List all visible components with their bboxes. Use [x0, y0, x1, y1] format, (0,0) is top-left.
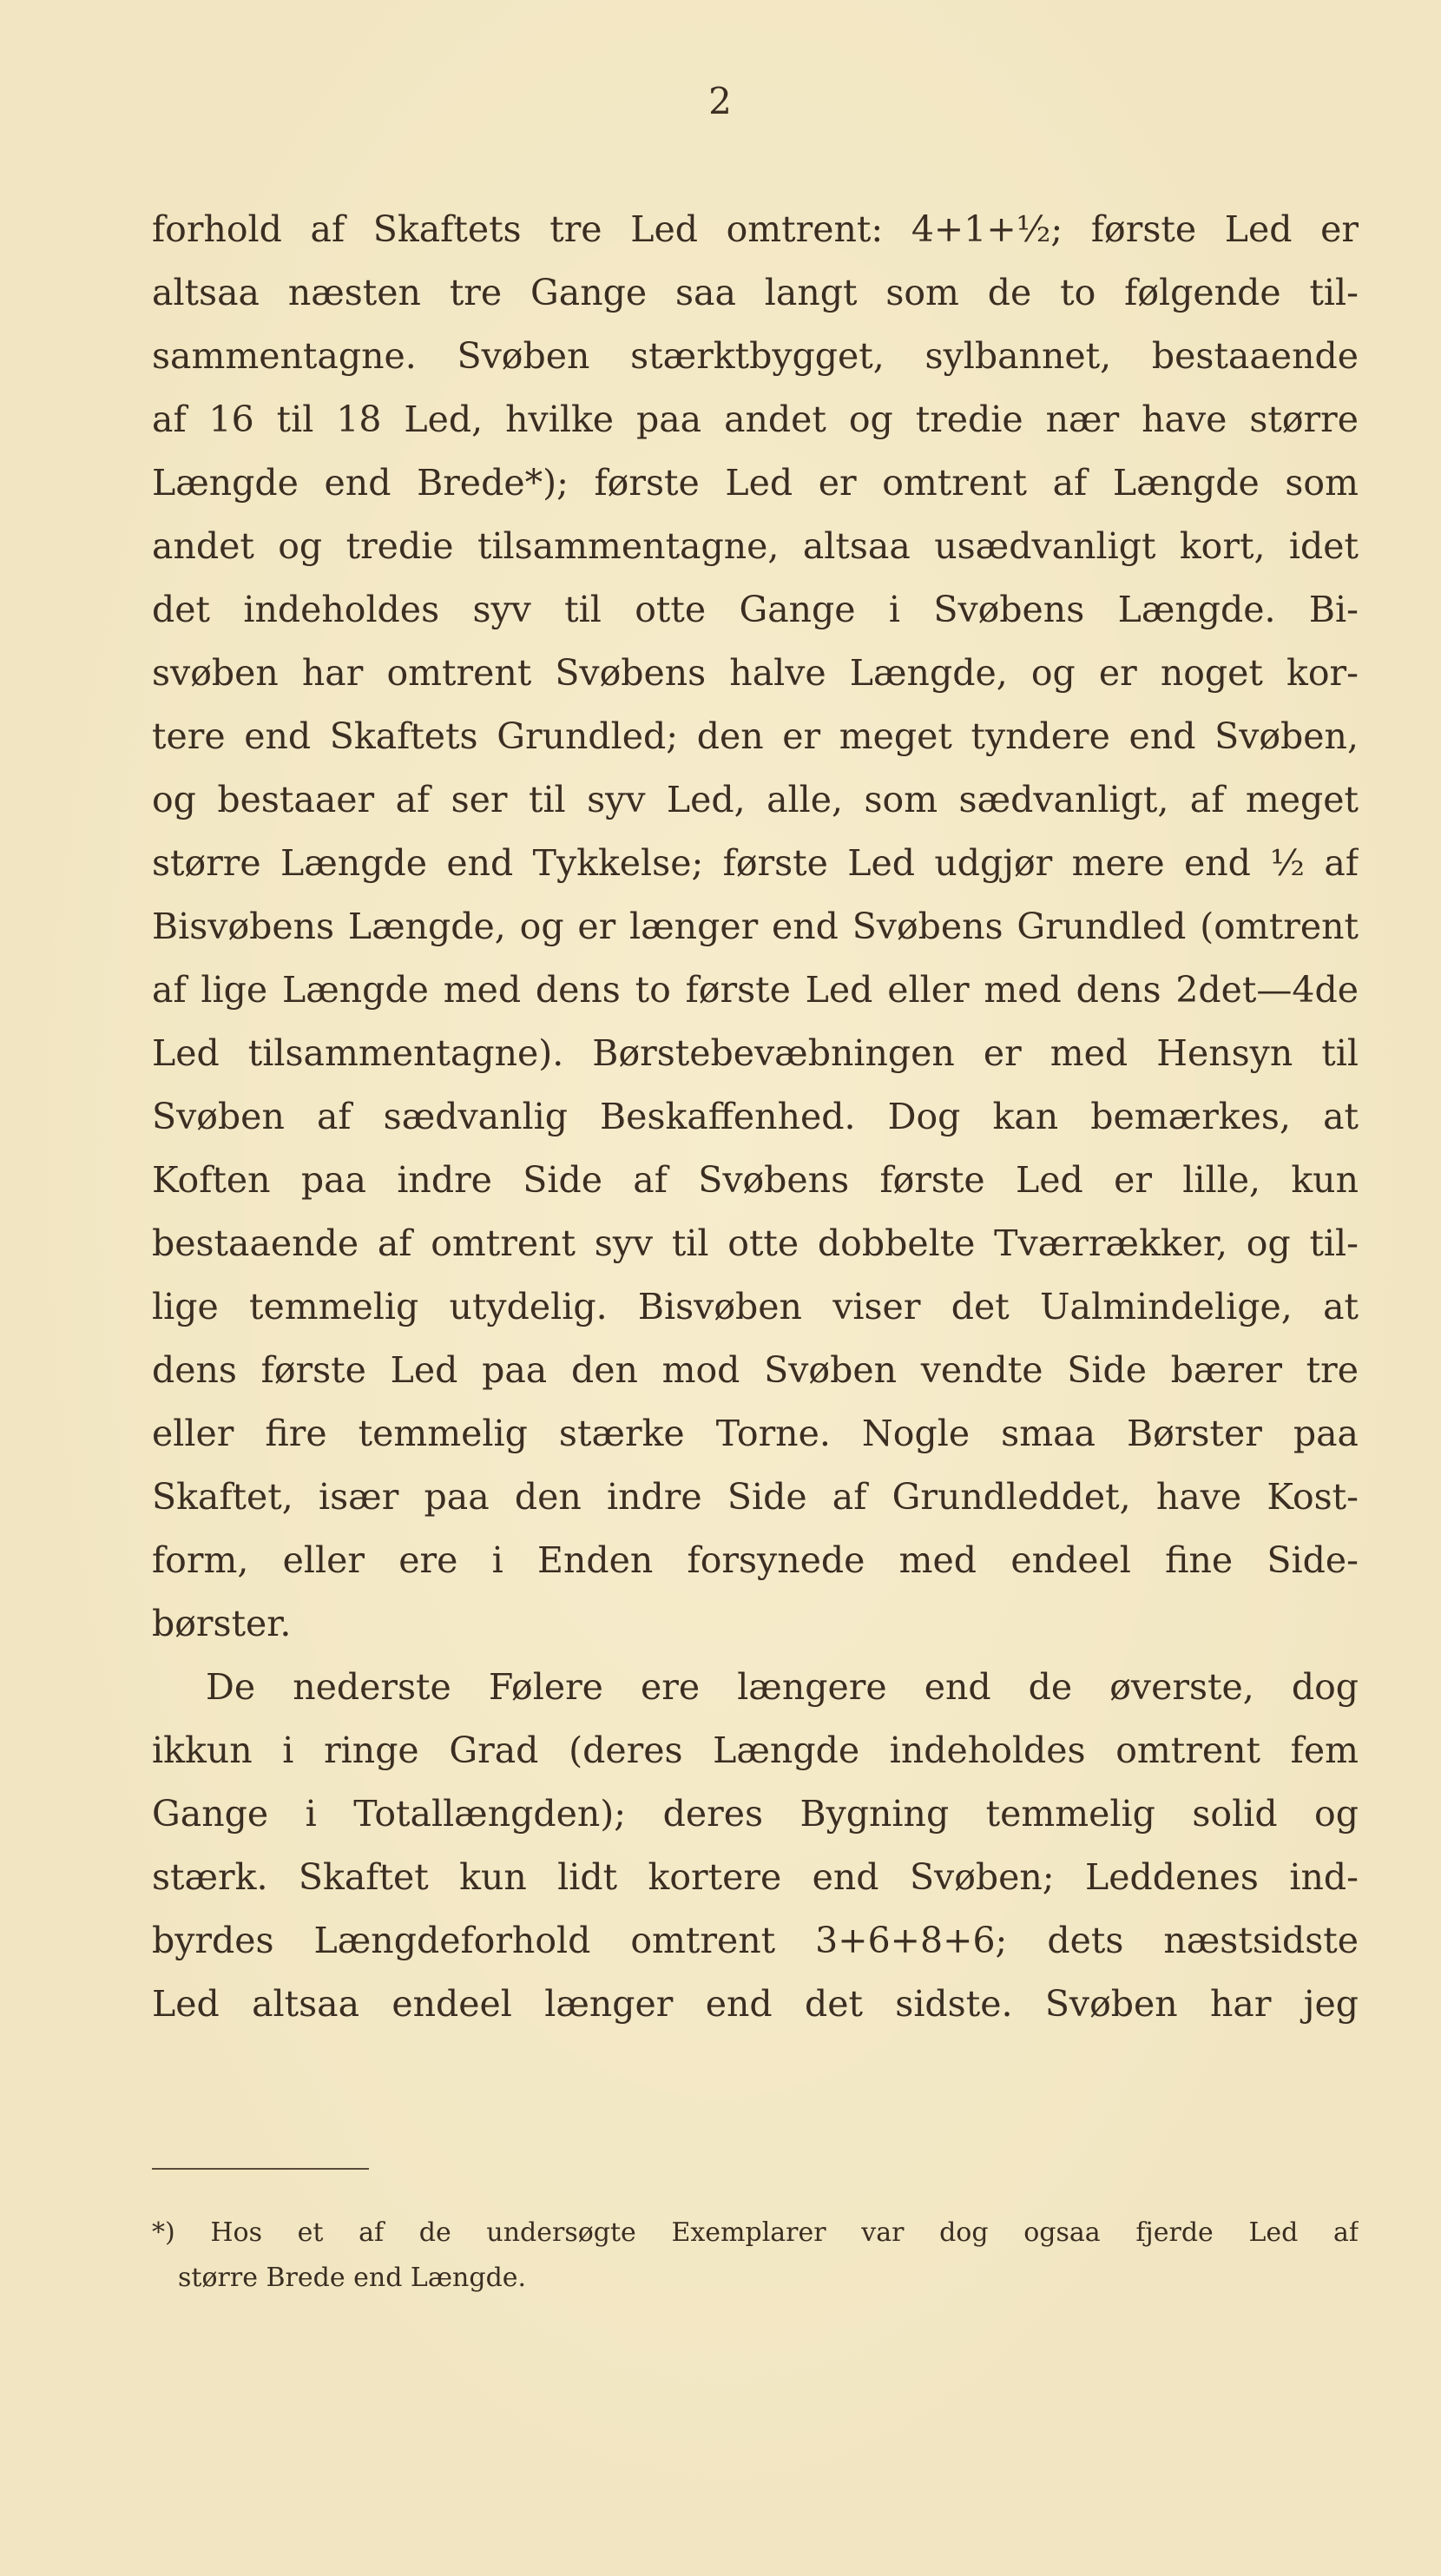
footnote	[152, 2210, 1359, 2301]
text-line: andet og tredie tilsammentagne, altsaa usædvanligt kort, idet	[152, 525, 1359, 567]
text-line: Koften paa indre Side af Svøbens første Led er lille, kun	[152, 1159, 1359, 1201]
text-line: Bisvøbens Længde, og er længer end Svøbens Grundled (omtrent	[152, 906, 1359, 947]
text-line: det indeholdes syv til otte Gange i Svøbens Længde. Bi-	[152, 589, 1359, 630]
text-line: af 16 til 18 Led, hvilke paa andet og tredie nær have større	[152, 399, 1359, 440]
text-line: form, eller ere i Enden forsynede med endeel fine Side-	[152, 1539, 1359, 1581]
text-line: Svøben af sædvanlig Beskaffenhed. Dog kan bemærkes, at	[152, 1096, 1359, 1137]
text-line: og bestaaer af ser til syv Led, alle, som sædvanligt, af meget	[152, 779, 1359, 820]
text-line: børster.	[152, 1603, 292, 1644]
text-line: Skaftet, især paa den indre Side af Grundleddet, have Kost-	[152, 1476, 1359, 1518]
text-line: stærk. Skaftet kun lidt kortere end Svøben; Leddenes ind-	[152, 1856, 1359, 1898]
text-line: tere end Skaftets Grundled; den er meget tyndere end Svøben,	[152, 715, 1359, 757]
text-line: byrdes Længdeforhold omtrent 3+6+8+6; dets næstsidste	[152, 1920, 1359, 1961]
text-line: De nederste Følere ere længere end de øverste, dog	[206, 1666, 1359, 1708]
text-line: Led tilsammentagne). Børstebevæbningen er med Hensyn til	[152, 1032, 1359, 1074]
text-line: dens første Led paa den mod Svøben vendte Side bærer tre	[152, 1349, 1359, 1391]
text-line: Led altsaa endeel længer end det sidste. Svøben har jeg	[152, 1983, 1359, 2025]
text-line: altsaa næsten tre Gange saa langt som de to følgende til-	[152, 272, 1359, 313]
text-line: sammentagne. Svøben stærktbygget, sylbannet, bestaaende	[152, 335, 1359, 377]
text-line: af lige Længde med dens to første Led eller med dens 2det—4de	[152, 969, 1359, 1011]
text-line: større Længde end Tykkelse; første Led udgjør mere end ½ af	[152, 842, 1359, 884]
text-line: forhold af Skaftets tre Led omtrent: 4+1+½; første Led er	[152, 208, 1359, 250]
text-line: eller fire temmelig stærke Torne. Nogle smaa Børster paa	[152, 1413, 1359, 1454]
body-text	[152, 198, 1359, 2036]
text-line: bestaaende af omtrent syv til otte dobbelte Tværrækker, og til-	[152, 1222, 1359, 1264]
text-line: lige temmelig utydelig. Bisvøben viser det Ualmindelige, at	[152, 1286, 1359, 1328]
footnote-line: større Brede end Længde.	[178, 2263, 527, 2293]
text-line: svøben har omtrent Svøbens halve Længde, og er noget kor-	[152, 652, 1359, 694]
text-line: Længde end Brede*); første Led er omtrent af Længde som	[152, 462, 1359, 504]
footnote-line: *) Hos et af de undersøgte Exemplarer var dog ogsaa fjerde Led af	[152, 2217, 1359, 2248]
page-number: 2	[708, 80, 733, 122]
text-line: Gange i Totallængden); deres Bygning temmelig solid og	[152, 1793, 1359, 1835]
footnote-divider	[152, 2168, 369, 2170]
text-line: ikkun i ringe Grad (deres Længde indeholdes omtrent fem	[152, 1729, 1359, 1771]
